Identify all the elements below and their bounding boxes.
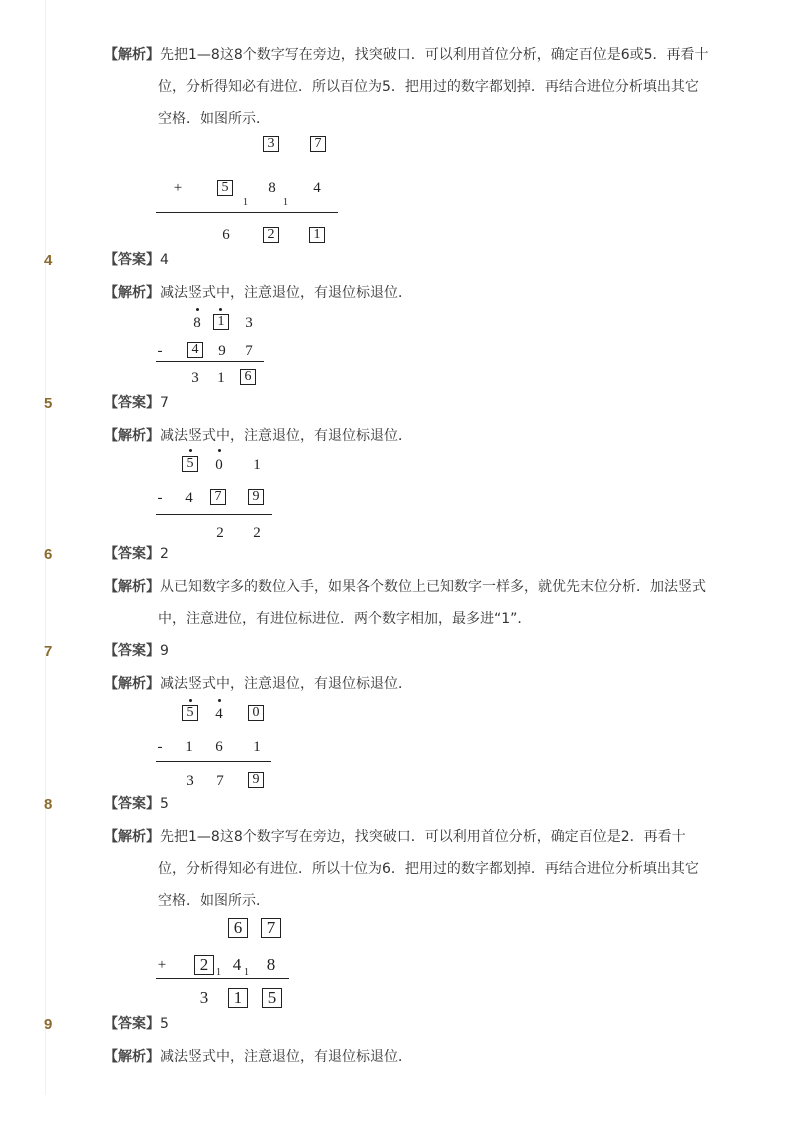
digit: 0: [215, 457, 223, 473]
digit: 4: [185, 490, 193, 506]
answer-value: 5: [160, 1016, 169, 1032]
analysis-label: 【解析】: [104, 285, 160, 301]
carry-mark: 1: [283, 197, 288, 208]
question-number: 7: [44, 643, 53, 660]
analysis-line: 【解析】先把1—8这8个数字写在旁边，找突破口．可以利用首位分析，确定百位是6或5．再看十: [104, 47, 709, 63]
answer-value: 9: [160, 643, 169, 659]
digit: 8: [268, 180, 276, 196]
analysis-label: 【解析】: [104, 47, 160, 63]
sum-line: [156, 978, 289, 979]
question-number: 4: [44, 252, 53, 269]
digit-box: 3: [263, 136, 279, 152]
digit-box: 5: [182, 456, 198, 472]
digit-box: 5: [262, 988, 282, 1008]
analysis-label: 【解析】: [104, 428, 160, 444]
digit: 3: [245, 315, 253, 331]
digit: 1: [253, 457, 261, 473]
answer-value: 2: [160, 546, 169, 562]
analysis-line: 【解析】减法竖式中，注意退位，有退位标退位．: [104, 1049, 412, 1065]
question-number: 6: [44, 546, 53, 563]
analysis-line: 位，分析得知必有进位．所以十位为6．把用过的数字都划掉．再结合进位分析填出其它: [158, 861, 699, 877]
analysis-line: 【解析】减法竖式中，注意退位，有退位标退位．: [104, 428, 412, 444]
digit-box: 9: [248, 772, 264, 788]
borrow-dot: [189, 699, 192, 702]
difference-line: [156, 761, 271, 762]
digit-box: 1: [213, 314, 229, 330]
analysis-label: 【解析】: [104, 579, 160, 595]
digit-box: 5: [217, 180, 233, 196]
plus-sign: +: [157, 957, 167, 973]
digit: 6: [215, 739, 223, 755]
carry-mark: 1: [244, 967, 249, 978]
digit: 2: [253, 525, 261, 541]
digit-box: 4: [187, 342, 203, 358]
answer-line: [104, 794, 169, 814]
analysis-line: 位，分析得知必有进位．所以百位为5．把用过的数字都划掉．再结合进位分析填出其它: [158, 79, 699, 95]
difference-line: [156, 514, 272, 515]
digit: 4: [313, 180, 321, 196]
borrow-dot: [189, 449, 192, 452]
digit: 6: [222, 227, 230, 243]
analysis-label: 【解析】: [104, 1049, 160, 1065]
digit-box: 7: [310, 136, 326, 152]
analysis-line: 空格．如图所示．: [158, 111, 270, 127]
sum-line: [156, 212, 338, 213]
digit-box: 0: [248, 705, 264, 721]
digit: 7: [245, 343, 253, 359]
digit-box: 2: [194, 955, 214, 975]
digit-box: 6: [240, 369, 256, 385]
analysis-line: 【解析】从已知数字多的数位入手，如果各个数位上已知数字一样多，就优先末位分析．加法竖式: [104, 579, 706, 595]
digit-box: 1: [309, 227, 325, 243]
minus-sign: -: [157, 739, 163, 755]
digit: 3: [191, 370, 199, 386]
borrow-dot: [218, 449, 221, 452]
answer-label: 【答案】: [104, 1016, 160, 1032]
answer-label: 【答案】: [104, 395, 160, 411]
answer-label: 【答案】: [104, 546, 160, 562]
digit-box: 2: [263, 227, 279, 243]
answer-line: [104, 393, 169, 413]
answer-line: [104, 544, 169, 564]
carry-mark: 1: [243, 197, 248, 208]
borrow-dot: [219, 308, 222, 311]
digit-box: 6: [228, 918, 248, 938]
plus-sign: +: [173, 180, 183, 196]
digit: 2: [216, 525, 224, 541]
digit: 1: [253, 739, 261, 755]
digit: 8: [266, 955, 276, 974]
answer-line: [104, 641, 169, 661]
answer-label: 【答案】: [104, 252, 160, 268]
analysis-label: 【解析】: [104, 676, 160, 692]
analysis-line: 空格．如图所示．: [158, 893, 270, 909]
answer-value: 5: [160, 796, 169, 812]
digit-box: 7: [210, 489, 226, 505]
answer-line: [104, 1014, 169, 1034]
digit: 7: [216, 773, 224, 789]
analysis-line: 中，注意进位，有进位标进位．两个数字相加，最多进“1”．: [158, 611, 532, 627]
borrow-dot: [196, 308, 199, 311]
answer-label: 【答案】: [104, 796, 160, 812]
question-number: 8: [44, 796, 53, 813]
analysis-line: 【解析】减法竖式中，注意退位，有退位标退位．: [104, 285, 412, 301]
digit: 9: [218, 343, 226, 359]
answer-line: [104, 250, 169, 270]
digit: 8: [193, 315, 201, 331]
digit: 4: [215, 706, 223, 722]
digit: 3: [186, 773, 194, 789]
answer-value: 7: [160, 395, 169, 411]
question-number: 9: [44, 1016, 53, 1033]
digit-box: 7: [261, 918, 281, 938]
minus-sign: -: [157, 490, 163, 506]
digit: 4: [232, 955, 242, 974]
digit-box: 9: [248, 489, 264, 505]
answer-value: 4: [160, 252, 169, 268]
analysis-line: 【解析】先把1—8这8个数字写在旁边，找突破口．可以利用首位分析，确定百位是2．再看十: [104, 829, 686, 845]
analysis-label: 【解析】: [104, 829, 160, 845]
digit: 1: [185, 739, 193, 755]
question-number: 5: [44, 395, 53, 412]
borrow-dot: [218, 699, 221, 702]
carry-mark: 1: [216, 967, 221, 978]
digit-box: 5: [182, 705, 198, 721]
difference-line: [156, 361, 264, 362]
digit: 3: [199, 988, 209, 1007]
answer-label: 【答案】: [104, 643, 160, 659]
analysis-line: 【解析】减法竖式中，注意退位，有退位标退位．: [104, 676, 412, 692]
digit-box: 1: [228, 988, 248, 1008]
minus-sign: -: [157, 343, 163, 359]
digit: 1: [217, 370, 225, 386]
